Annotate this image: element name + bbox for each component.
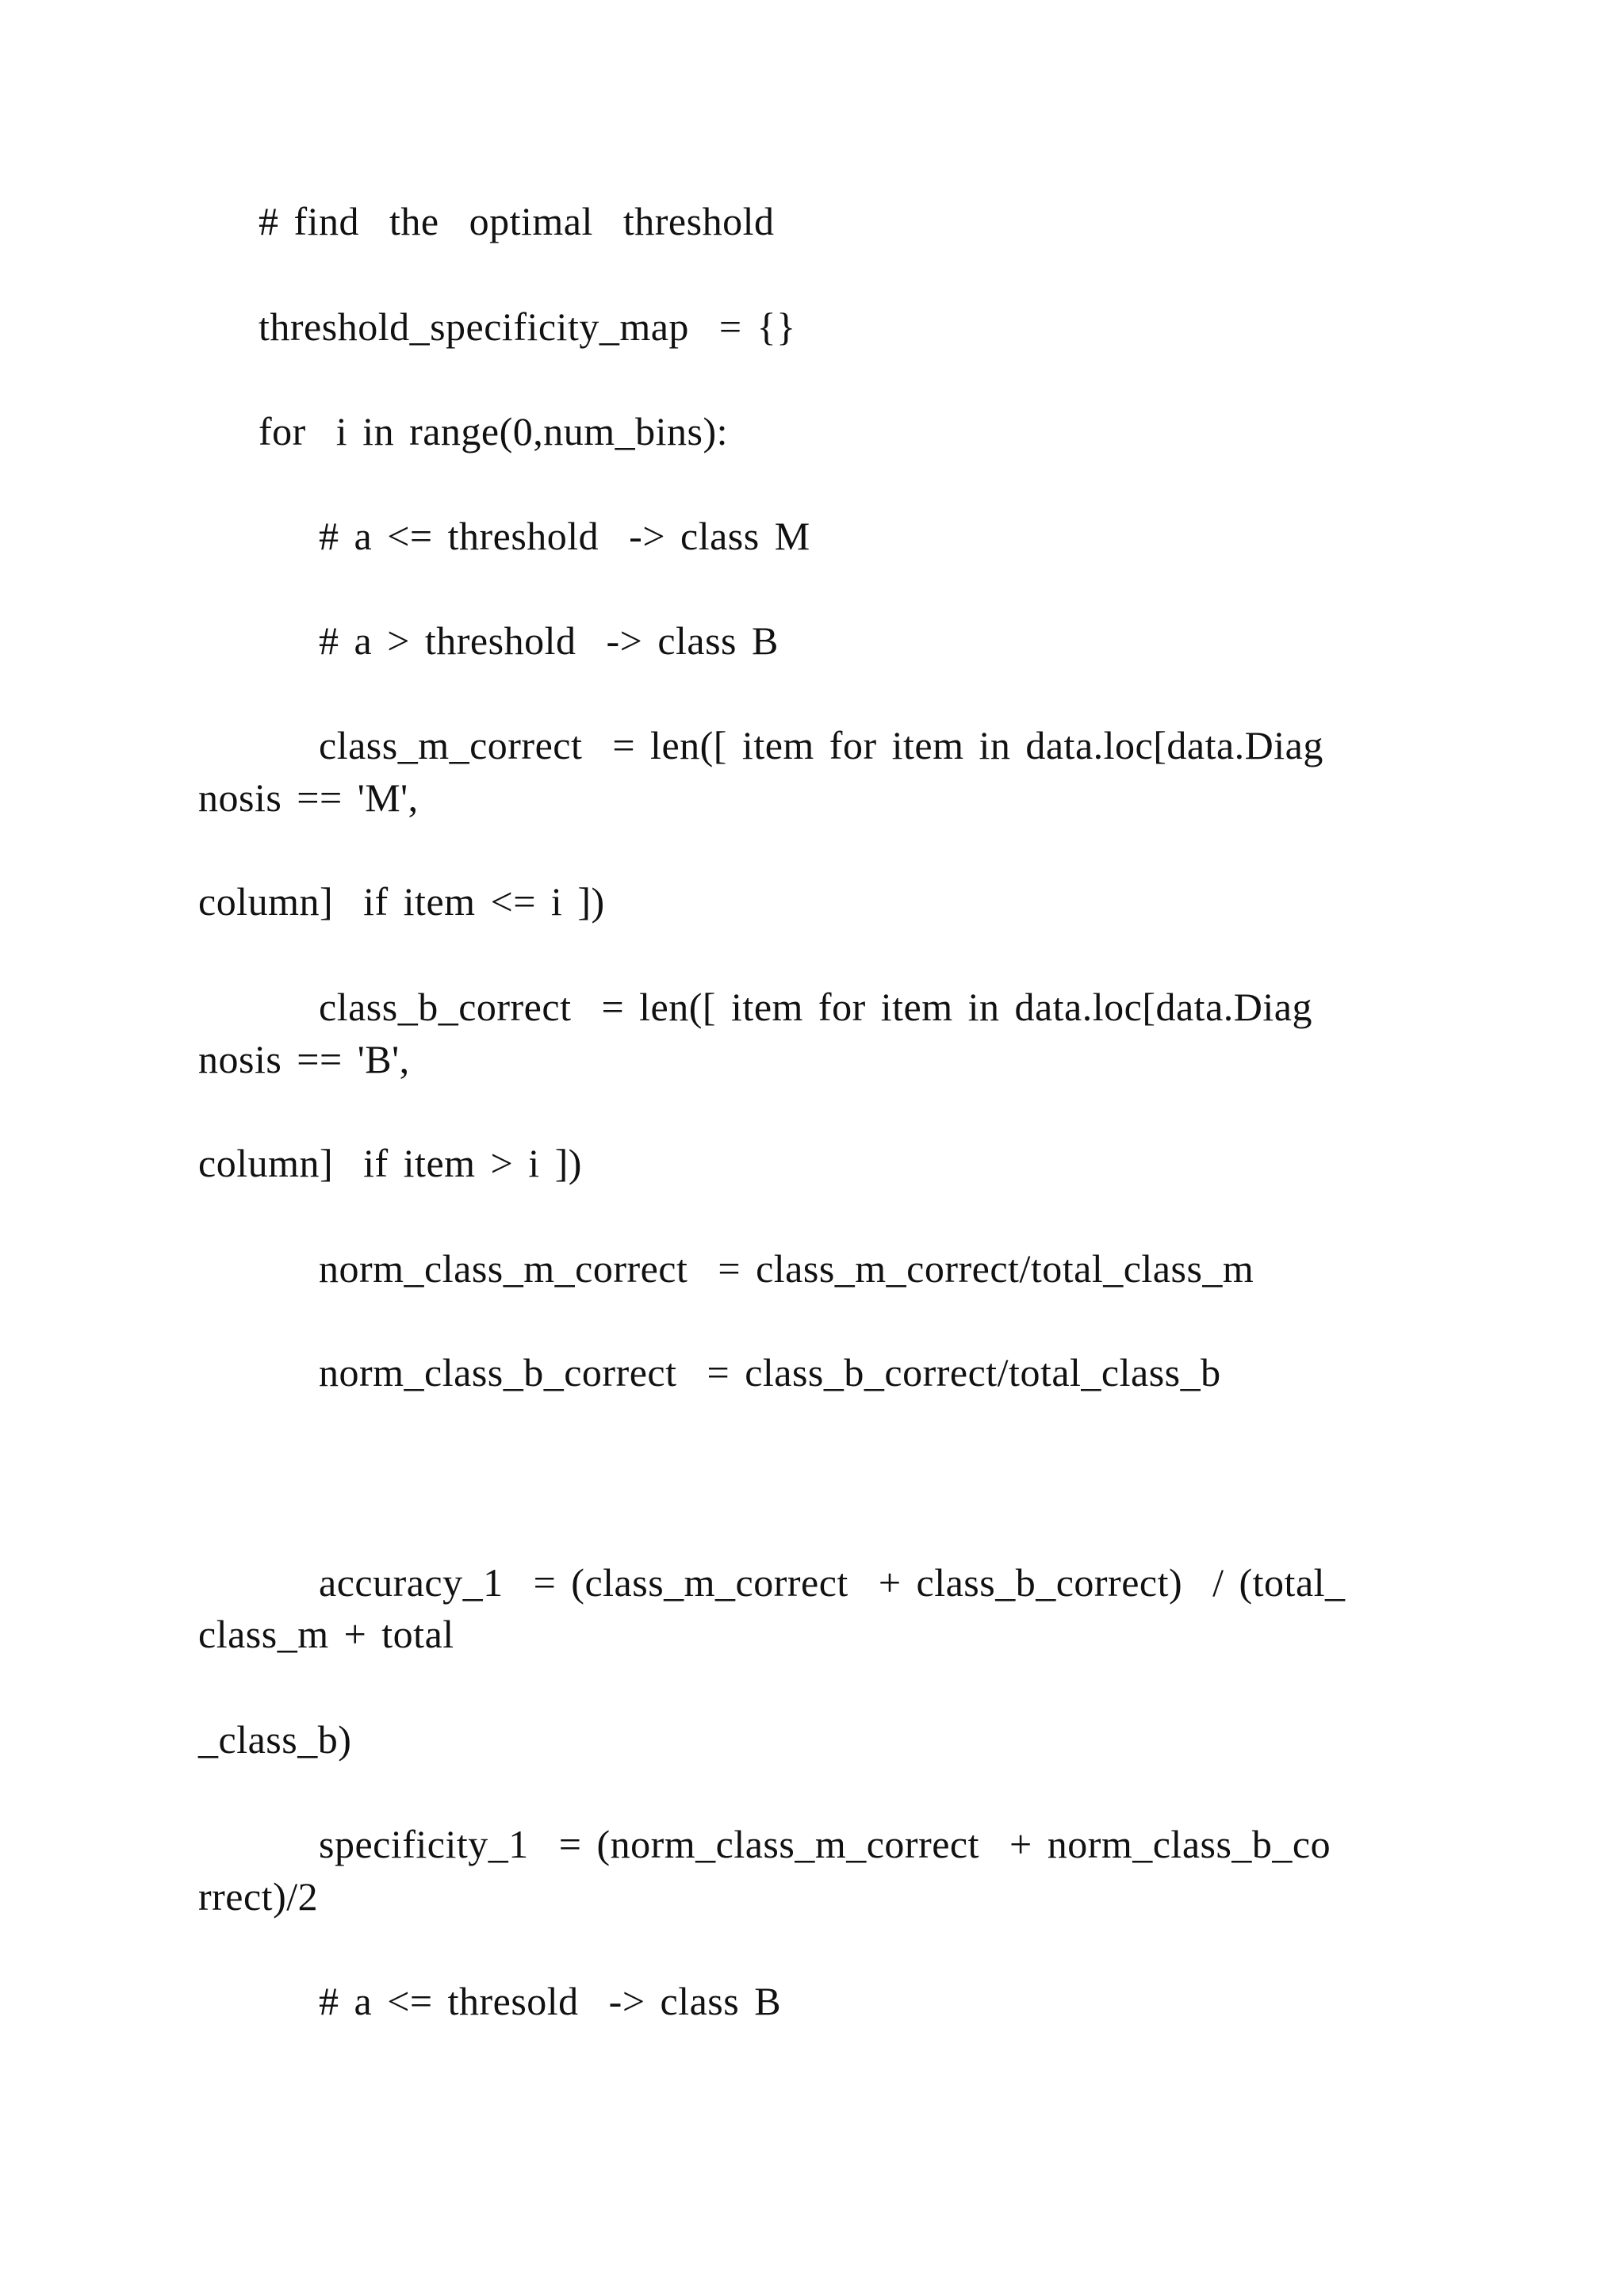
code-line-comment-thresold: # a <= thresold -> class B	[198, 1979, 782, 2023]
code-line-comment-class-b: # a > threshold -> class B	[198, 618, 779, 663]
code-line-specificity: specificity_1 = (norm_class_m_correct + norm_class_b_co	[198, 1822, 1331, 1866]
code-line-class-b-correct-cont2: column] if item > i ])	[198, 1141, 582, 1185]
code-line-class-b-correct-cont: nosis == 'B',	[198, 1037, 410, 1081]
code-line-accuracy-cont2: _class_b)	[198, 1717, 352, 1762]
code-line-class-m-correct-cont: nosis == 'M',	[198, 775, 419, 820]
code-line-norm-class-b: norm_class_b_correct = class_b_correct/total_class_b	[198, 1350, 1221, 1395]
code-line-class-m-correct: class_m_correct = len([ item for item in data.loc[data.Diag	[198, 723, 1323, 767]
code-line-comment-find-threshold: # find the optimal threshold	[198, 199, 775, 243]
code-line-accuracy-cont: class_m + total	[198, 1612, 454, 1656]
code-line-for-loop: for i in range(0,num_bins):	[198, 409, 729, 453]
code-line-accuracy: accuracy_1 = (class_m_correct + class_b_correct) / (total_	[198, 1560, 1346, 1605]
code-line-specificity-cont: rrect)/2	[198, 1874, 319, 1919]
code-line-class-m-correct-cont2: column] if item <= i ])	[198, 879, 605, 924]
code-line-norm-class-m: norm_class_m_correct = class_m_correct/total_class_m	[198, 1246, 1254, 1291]
code-line-threshold-map: threshold_specificity_map = {}	[198, 304, 796, 349]
code-line-comment-class-m: # a <= threshold -> class M	[198, 514, 810, 558]
code-line-class-b-correct: class_b_correct = len([ item for item in data.loc[data.Diag	[198, 985, 1312, 1029]
